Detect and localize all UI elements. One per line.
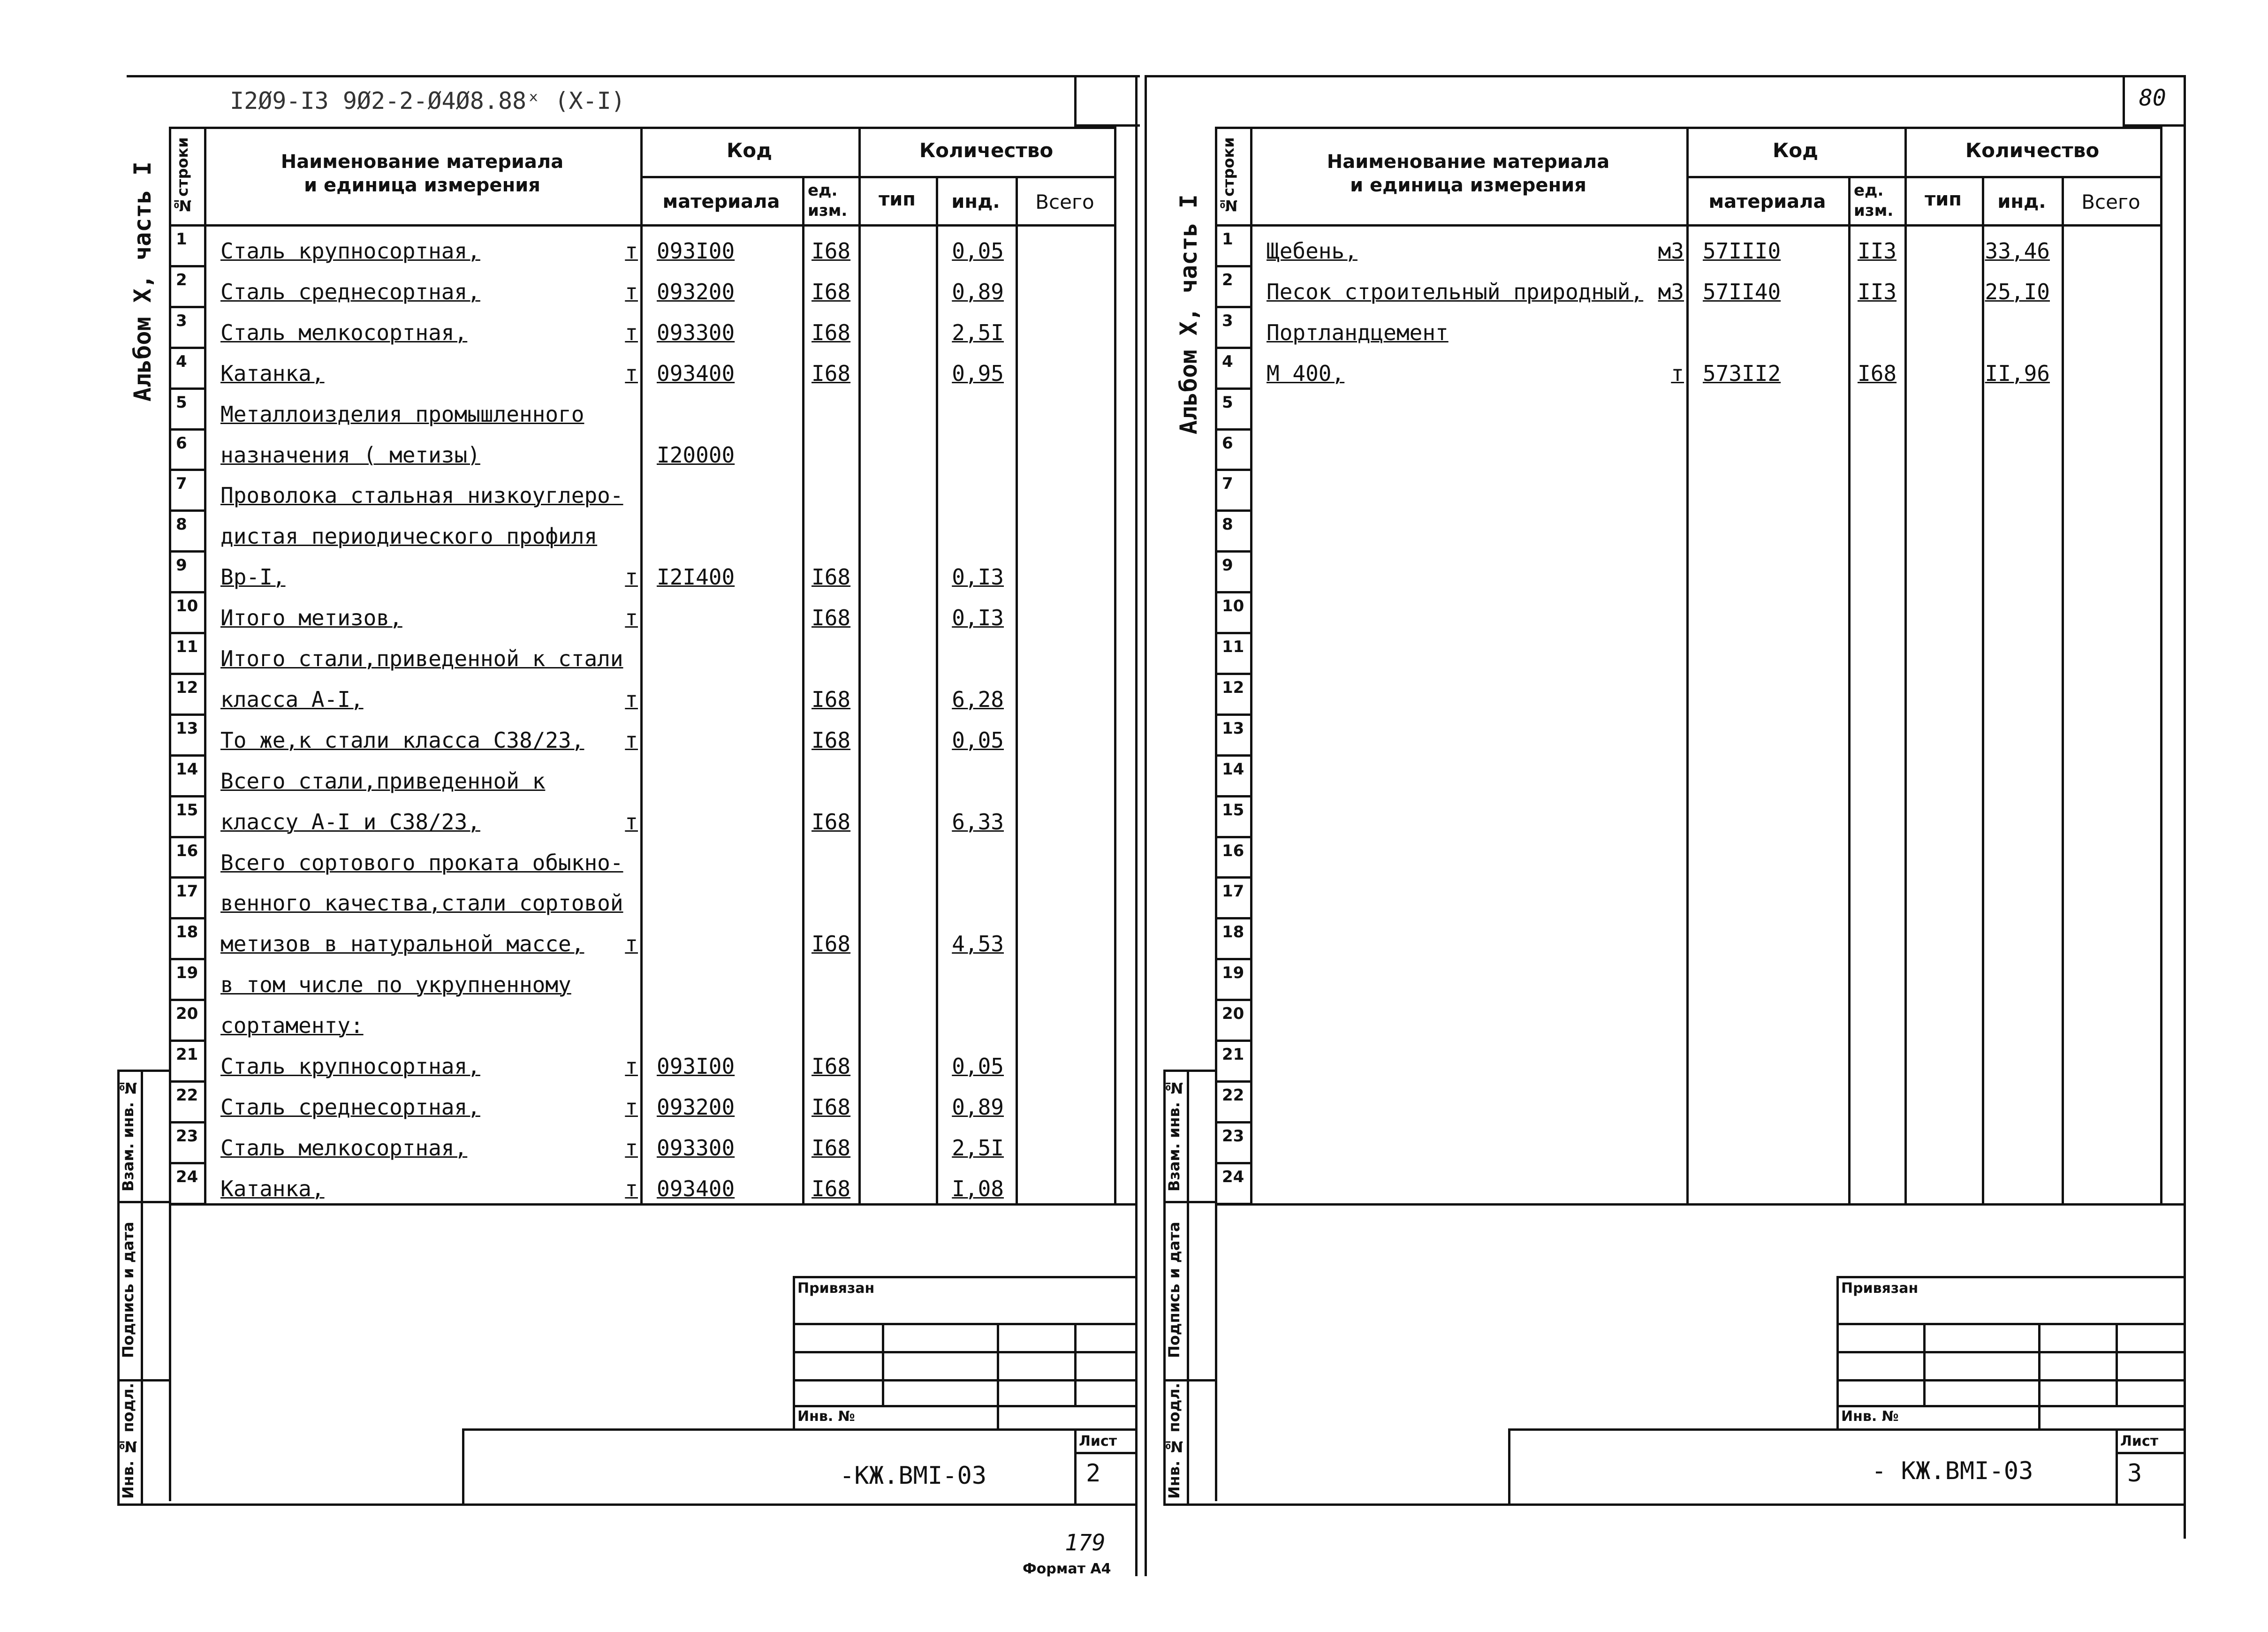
material-code: 093400	[657, 361, 735, 386]
left-col-name	[220, 150, 624, 197]
left-side-vzam-inv: Взам. инв. №	[119, 1078, 137, 1192]
row-number: 22	[1222, 1086, 1244, 1105]
quantity-ind: II,96	[1985, 361, 2050, 386]
row-num-divider	[169, 306, 204, 308]
row-number: 20	[176, 1004, 198, 1023]
row-num-divider	[1215, 1121, 1250, 1123]
material-code: 093400	[657, 1176, 735, 1201]
row-num-divider	[1215, 632, 1250, 634]
row-num-divider	[1215, 550, 1250, 553]
row-num-divider	[1215, 306, 1250, 308]
quantity-ind: I,08	[952, 1176, 1004, 1201]
row-num-divider	[1215, 1203, 1250, 1205]
row-num-divider	[1215, 917, 1250, 919]
row-number: 11	[176, 638, 198, 656]
quantity-ind: 0,95	[952, 361, 1004, 386]
unit-code: I68	[812, 564, 851, 590]
row-num-divider	[169, 795, 204, 797]
row-number: 12	[1222, 678, 1244, 697]
material-name: назначения ( метизы)	[220, 442, 480, 468]
row-num-divider	[169, 673, 204, 675]
left-side-podpis: Подпись и дата	[119, 1222, 137, 1359]
material-name: Вр-I,	[220, 564, 286, 590]
unit-code: I68	[812, 809, 851, 835]
material-code: I20000	[657, 442, 735, 468]
left-footer-format: Формат А4	[1023, 1561, 1111, 1577]
material-code: I2I400	[657, 564, 735, 590]
row-num-divider	[169, 1121, 204, 1123]
left-col-name-1: Наименование материала	[281, 151, 564, 173]
material-unit: т	[1671, 361, 1684, 386]
left-col-stroki: №строки	[174, 137, 191, 215]
material-name: Сталь крупносортная,	[220, 238, 480, 264]
material-unit: т	[625, 361, 638, 386]
row-number: 10	[1222, 597, 1244, 615]
row-number: 24	[176, 1168, 198, 1186]
unit-code: II3	[1858, 238, 1897, 264]
quantity-ind: 0,05	[952, 728, 1004, 753]
right-stamp-list-label: Лист	[2120, 1433, 2159, 1450]
row-number: 18	[176, 923, 198, 941]
material-name: Сталь крупносортная,	[220, 1054, 480, 1079]
row-number: 18	[1222, 923, 1244, 941]
material-name: Песок строительный природный,	[1267, 279, 1644, 304]
row-num-divider	[1215, 1080, 1250, 1083]
left-stamp-doc-code: -КЖ.ВМI-03	[840, 1462, 987, 1490]
material-name: Катанка,	[220, 1176, 325, 1201]
row-number: 3	[176, 311, 187, 330]
row-num-divider	[1215, 1162, 1250, 1164]
right-side-inv-podl: Инв. № подл.	[1165, 1382, 1183, 1499]
row-number: 23	[1222, 1127, 1244, 1146]
row-number: 4	[176, 352, 187, 371]
left-col-name-2: и единица измерения	[304, 175, 540, 196]
row-num-divider	[169, 958, 204, 960]
material-name: Сталь среднесортная,	[220, 1094, 480, 1120]
material-name: метизов в натуральной массе,	[220, 931, 584, 956]
material-code: 573II2	[1703, 361, 1781, 386]
quantity-ind: 25,I0	[1985, 279, 2050, 304]
row-number: 24	[1222, 1168, 1244, 1186]
material-name: Всего сортового проката обыкно-	[220, 850, 623, 875]
row-number: 3	[1222, 311, 1233, 330]
row-number: 11	[1222, 638, 1244, 656]
quantity-ind: 2,5I	[952, 1135, 1004, 1161]
quantity-ind: 6,33	[952, 809, 1004, 835]
material-unit: т	[625, 1094, 638, 1120]
quantity-ind: 0,05	[952, 1054, 1004, 1079]
row-number: 19	[176, 964, 198, 982]
material-unit: м3	[1658, 279, 1684, 304]
row-num-divider	[1215, 714, 1250, 716]
right-col-name-1: Наименование материала	[1327, 151, 1610, 173]
left-stamp-list-label: Лист	[1079, 1433, 1117, 1450]
row-number: 7	[176, 474, 187, 493]
row-num-divider	[1215, 754, 1250, 757]
left-col-materiala: материала	[662, 191, 780, 213]
row-num-divider	[169, 917, 204, 919]
left-col-ed: ед. изм.	[808, 181, 848, 220]
material-name: в том числе по укрупненному	[220, 972, 571, 997]
quantity-ind: 6,28	[952, 687, 1004, 712]
row-num-divider	[169, 714, 204, 716]
unit-code: I68	[812, 1176, 851, 1201]
material-code: 093I00	[657, 1054, 735, 1079]
row-number: 22	[176, 1086, 198, 1105]
unit-code: I68	[812, 687, 851, 712]
row-num-divider	[1215, 428, 1250, 431]
row-number: 20	[1222, 1004, 1244, 1023]
right-stamp-list-no: 3	[2127, 1459, 2142, 1488]
right-album-label: Альбом X, часть I	[1175, 194, 1202, 434]
row-number: 16	[176, 842, 198, 860]
right-col-vsego: Всего	[2081, 190, 2140, 213]
material-name: Итого метизов,	[220, 605, 402, 630]
material-unit: т	[625, 605, 638, 630]
left-col-vsego: Всего	[1035, 190, 1094, 213]
material-name: М 400,	[1267, 361, 1345, 386]
row-number: 8	[176, 515, 187, 534]
row-number: 2	[176, 271, 187, 289]
row-num-divider	[169, 1040, 204, 1042]
row-num-divider	[1215, 469, 1250, 471]
material-name: венного качества,стали сортовой	[220, 890, 623, 916]
row-num-divider	[1215, 958, 1250, 960]
row-number: 2	[1222, 271, 1233, 289]
right-col-ind: инд.	[1997, 191, 2046, 213]
unit-code: I68	[812, 279, 851, 304]
row-number: 23	[176, 1127, 198, 1146]
quantity-ind: 0,05	[952, 238, 1004, 264]
left-header-code: I2Ø9-I3 9Ø2-2-Ø4Ø8.88ˣ (X-I)	[230, 87, 625, 114]
row-number: 17	[1222, 882, 1244, 901]
row-number: 14	[176, 760, 198, 779]
quantity-ind: 0,I3	[952, 564, 1004, 590]
unit-code: I68	[812, 320, 851, 345]
left-stamp-privyazan: Привязан	[797, 1280, 875, 1297]
right-col-materiala: материала	[1708, 191, 1826, 213]
material-name: Металлоизделия промышленного	[220, 402, 584, 427]
material-unit: т	[625, 238, 638, 264]
row-number: 9	[176, 556, 187, 575]
row-num-divider	[169, 509, 204, 512]
left-col-tip: тип	[879, 189, 916, 210]
material-code: 57II40	[1703, 279, 1781, 304]
material-code: 57III0	[1703, 238, 1781, 264]
row-number: 9	[1222, 556, 1233, 575]
row-num-divider	[1215, 347, 1250, 349]
right-page-no: 80	[2139, 85, 2166, 111]
row-num-divider	[1215, 999, 1250, 1001]
material-code: 093300	[657, 320, 735, 345]
right-col-kod: Код	[1772, 139, 1819, 162]
row-num-divider	[1215, 673, 1250, 675]
row-num-divider	[169, 1080, 204, 1083]
material-unit: т	[625, 320, 638, 345]
row-number: 7	[1222, 474, 1233, 493]
unit-code: I68	[812, 361, 851, 386]
row-num-divider	[169, 754, 204, 757]
right-col-tip: тип	[1925, 189, 1962, 210]
quantity-ind: 0,I3	[952, 605, 1004, 630]
row-number: 4	[1222, 352, 1233, 371]
row-num-divider	[169, 591, 204, 593]
material-name: Итого стали,приведенной к стали	[220, 646, 623, 671]
quantity-ind: 4,53	[952, 931, 1004, 956]
row-num-divider	[1215, 795, 1250, 797]
material-name: Катанка,	[220, 361, 325, 386]
quantity-ind: 0,89	[952, 1094, 1004, 1120]
material-name: Проволока стальная низкоуглеро-	[220, 483, 623, 508]
unit-code: I68	[812, 728, 851, 753]
row-num-divider	[169, 1203, 204, 1205]
row-number: 12	[176, 678, 198, 697]
material-name: Портландцемент	[1267, 320, 1449, 345]
row-number: 1	[1222, 230, 1233, 249]
left-col-kolichestvo: Количество	[919, 139, 1054, 162]
left-album-label: Альбом X, часть I	[129, 161, 156, 402]
row-num-divider	[1215, 836, 1250, 838]
unit-code: II3	[1858, 279, 1897, 304]
material-name: Щебень,	[1267, 238, 1358, 264]
quantity-ind: 2,5I	[952, 320, 1004, 345]
material-name: То же,к стали класса С38/23,	[220, 728, 584, 753]
row-num-divider	[169, 876, 204, 879]
row-number: 15	[176, 801, 198, 820]
row-number: 5	[176, 393, 187, 412]
right-stamp-inv-no: Инв. №	[1841, 1408, 1899, 1425]
left-stamp-list-no: 2	[1086, 1459, 1101, 1488]
row-number: 13	[176, 719, 198, 738]
right-side-vzam-inv: Взам. инв. №	[1165, 1078, 1183, 1192]
material-name: Всего стали,приведенной к	[220, 768, 546, 794]
row-num-divider	[169, 550, 204, 553]
row-num-divider	[1215, 1040, 1250, 1042]
row-num-divider	[169, 1162, 204, 1164]
material-name: Сталь мелкосортная,	[220, 320, 468, 345]
left-stamp-inv-no: Инв. №	[797, 1408, 855, 1425]
unit-code: I68	[812, 605, 851, 630]
row-number: 14	[1222, 760, 1244, 779]
material-name: класса А-I,	[220, 687, 364, 712]
right-side-podpis: Подпись и дата	[1165, 1222, 1183, 1359]
row-number: 10	[176, 597, 198, 615]
row-num-divider	[169, 428, 204, 431]
row-num-divider	[169, 469, 204, 471]
material-name: дистая периодического профиля	[220, 524, 598, 549]
material-name: классу А-I и С38/23,	[220, 809, 480, 835]
row-number: 8	[1222, 515, 1233, 534]
row-number: 6	[176, 434, 187, 453]
right-stamp-privyazan: Привязан	[1841, 1280, 1919, 1297]
material-unit: т	[625, 728, 638, 753]
left-col-kod: Код	[726, 139, 773, 162]
left-footer-handwritten: 179	[1065, 1530, 1106, 1556]
row-number: 21	[1222, 1045, 1244, 1064]
row-num-divider	[169, 265, 204, 267]
quantity-ind: 0,89	[952, 279, 1004, 304]
row-num-divider	[169, 632, 204, 634]
row-num-divider	[1215, 265, 1250, 267]
row-number: 1	[176, 230, 187, 249]
row-number: 5	[1222, 393, 1233, 412]
material-name: Сталь мелкосортная,	[220, 1135, 468, 1161]
quantity-ind: 33,46	[1985, 238, 2050, 264]
row-num-divider	[1215, 591, 1250, 593]
unit-code: I68	[812, 1135, 851, 1161]
row-num-divider	[169, 999, 204, 1001]
material-code: 093I00	[657, 238, 735, 264]
row-num-divider	[169, 387, 204, 390]
right-col-stroki: №строки	[1220, 137, 1237, 215]
material-unit: т	[625, 564, 638, 590]
unit-code: I68	[1858, 361, 1897, 386]
material-code: 093300	[657, 1135, 735, 1161]
unit-code: I68	[812, 1054, 851, 1079]
material-unit: т	[625, 1054, 638, 1079]
row-num-divider	[169, 836, 204, 838]
material-unit: т	[625, 1135, 638, 1161]
row-number: 21	[176, 1045, 198, 1064]
row-number: 15	[1222, 801, 1244, 820]
material-unit: м3	[1658, 238, 1684, 264]
row-number: 16	[1222, 842, 1244, 860]
material-unit: т	[625, 1176, 638, 1201]
unit-code: I68	[812, 1094, 851, 1120]
row-num-divider	[1215, 387, 1250, 390]
row-number: 19	[1222, 964, 1244, 982]
row-number: 17	[176, 882, 198, 901]
row-number: 13	[1222, 719, 1244, 738]
material-code: 093200	[657, 1094, 735, 1120]
row-num-divider	[169, 347, 204, 349]
unit-code: I68	[812, 238, 851, 264]
left-col-ind: инд.	[951, 191, 1000, 213]
material-unit: т	[625, 687, 638, 712]
unit-code: I68	[812, 931, 851, 956]
right-col-ed: ед. изм.	[1854, 181, 1894, 220]
right-col-name-2: и единица измерения	[1350, 175, 1586, 196]
material-unit: т	[625, 279, 638, 304]
right-col-kolichestvo: Количество	[1965, 139, 2100, 162]
left-side-inv-podl: Инв. № подл.	[119, 1382, 137, 1499]
material-unit: т	[625, 809, 638, 835]
row-number: 6	[1222, 434, 1233, 453]
row-num-divider	[1215, 876, 1250, 879]
row-num-divider	[1215, 509, 1250, 512]
right-stamp-doc-code: - КЖ.ВМI-03	[1872, 1457, 2033, 1485]
material-unit: т	[625, 931, 638, 956]
right-col-name	[1267, 150, 1670, 197]
material-name: Сталь среднесортная,	[220, 279, 480, 304]
material-name: сортаменту:	[220, 1013, 364, 1038]
material-code: 093200	[657, 279, 735, 304]
